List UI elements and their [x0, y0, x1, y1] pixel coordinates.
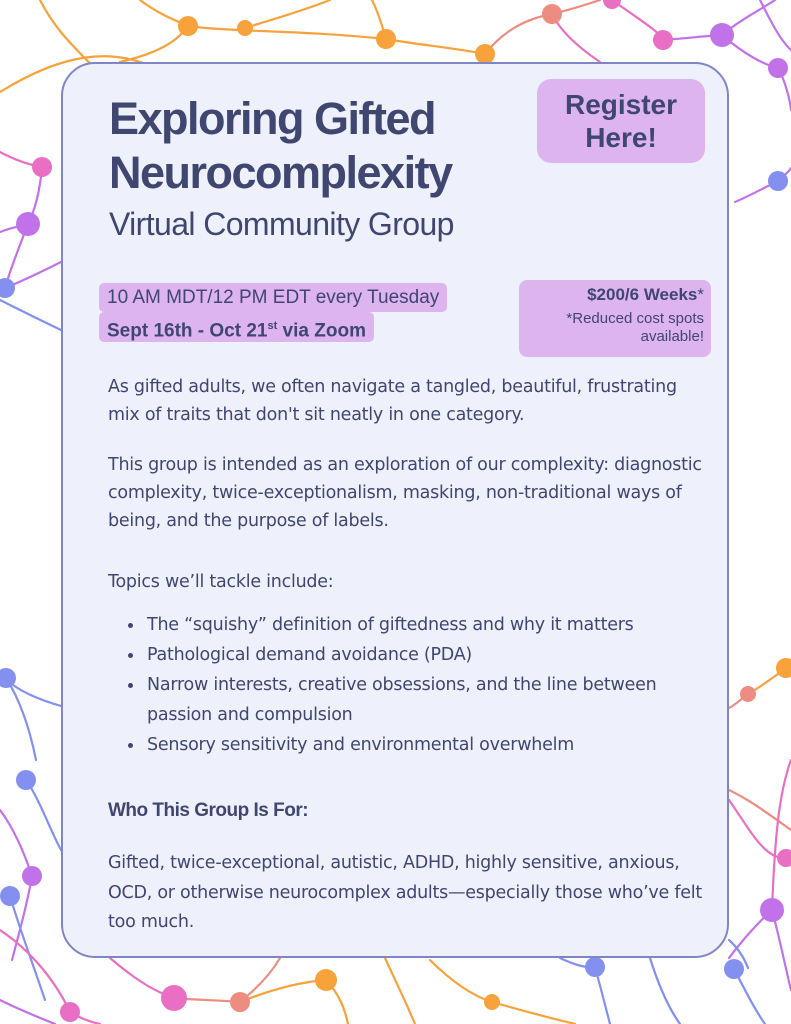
- reduced-cost-note-line-1: *Reduced cost spots: [566, 310, 704, 327]
- register-label-line-1: Register: [564, 89, 678, 120]
- event-title-line-2: Neurocomplexity: [109, 147, 452, 198]
- price-badge: [519, 280, 711, 357]
- schedule-dates-start: Sept 16th - Oct 21: [107, 320, 268, 342]
- price-amount: [519, 283, 704, 307]
- topics-list: [108, 610, 708, 760]
- schedule-dates: [99, 312, 374, 342]
- audience-heading: Who This Group Is For:: [108, 800, 309, 821]
- topic-item: The “squishy” definition of giftedness and why it matters: [147, 610, 708, 640]
- reduced-cost-note: [519, 310, 704, 346]
- intro-paragraph: As gifted adults, we often navigate a tangled, beautiful, frustrating mix of traits that don't sit neatly in one category.: [108, 377, 677, 425]
- register-label-line-2: Here!: [585, 122, 657, 153]
- event-subtitle: Virtual Community Group: [109, 206, 454, 242]
- audience-paragraph: Gifted, twice-exceptional, autistic, ADHD, highly sensitive, anxious, OCD, or otherwise neurocomplex adults—especially those who’ve felt too much.: [108, 853, 702, 932]
- group-description-paragraph: This group is intended as an exploration of our complexity: diagnostic complexity, twice-exceptionalism, masking, non-traditional ways of being, and the purpose of labels.: [108, 455, 702, 531]
- topics-intro: Topics we’ll tackle include:: [108, 572, 334, 592]
- reduced-cost-note-line-2: available!: [640, 328, 704, 345]
- price-amount-text: $200/6 Weeks: [587, 285, 698, 304]
- event-title: [109, 92, 452, 200]
- event-flyer-card: [61, 62, 729, 958]
- topic-item: Narrow interests, creative obsessions, and the line between passion and compulsion: [147, 670, 708, 730]
- register-here-button[interactable]: [537, 79, 705, 163]
- schedule-dates-platform: via Zoom: [277, 320, 366, 342]
- topic-item: Pathological demand avoidance (PDA): [147, 640, 708, 670]
- price-asterisk: *: [697, 285, 704, 304]
- event-title-line-1: Exploring Gifted: [109, 93, 436, 144]
- topic-item: Sensory sensitivity and environmental overwhelm: [147, 730, 708, 760]
- schedule-dates-ordinal: st: [267, 320, 278, 332]
- schedule-time: 10 AM MDT/12 PM EDT every Tuesday: [99, 283, 447, 312]
